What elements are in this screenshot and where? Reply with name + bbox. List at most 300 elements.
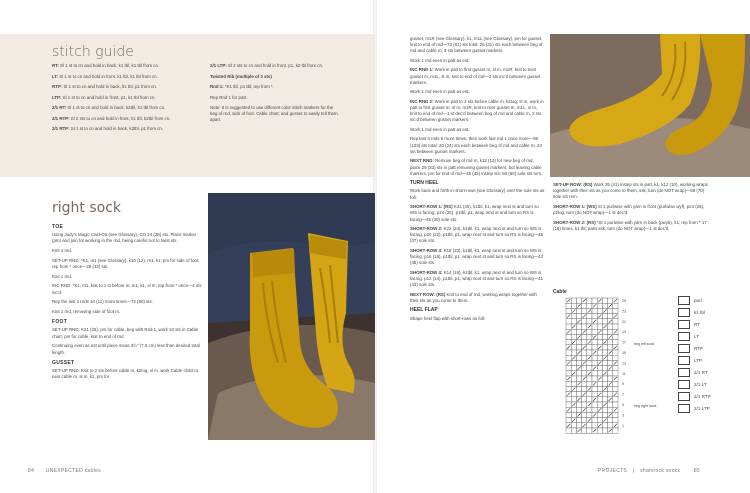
legend-symbol [678,380,690,389]
chart-cell [587,319,592,324]
instruction-paragraph [52,116,202,122]
chart-row-number: 21 [622,319,626,324]
chart-cell [587,381,592,386]
chart-cell [602,428,607,433]
chart-cell [597,381,602,386]
stitch-guide-title: stitch guide [52,44,134,60]
instruction-text: Sl 2 sts to cn and hold in front, k1 tbl, k2tbl from cn. [69,115,171,121]
chart-cell [613,308,618,313]
chart-cell [602,350,607,355]
section-heading: HEEL FLAP [410,307,438,314]
chart-cell [613,350,618,355]
cable-chart [562,296,672,441]
chart-cell [571,366,576,371]
instruction-text: Work 1 rnd even in patt as est. [410,57,470,63]
instruction-text: Sl 1 st to cn and hold in front, k1 tbl, k1 tbl from cn. [58,73,158,79]
instruction-text: Rep Rnd 1 for patt. [210,94,248,100]
chart-cell [602,397,607,402]
instruction-text: K22 (24), k1tbl, k1, wrap next st and turn so WS is facing, p20 (22), p1tbl, p1, wrap next st and turn so RS is facing—45 (47) sole sts. [410,226,544,244]
chart-cell [608,418,613,423]
chart-cell [608,329,613,334]
instruction-text: Knit to end of rnd, working wraps together with their sts as you come to them. [410,291,537,303]
chart-cell [576,340,581,345]
instruction-term: INC RND 1: [410,67,434,73]
chart-cell [587,314,592,319]
instruction-term: SHORT-ROW 2: (RS) [553,220,596,226]
instruction-paragraph [210,74,340,80]
chart-cell [602,319,607,324]
chart-cell [587,428,592,433]
chart-cell [613,412,618,417]
legend-item [678,320,738,330]
chart-cell [571,298,576,303]
chart-cell [608,376,613,381]
chart-cell [587,298,592,303]
instruction-paragraph [410,127,545,133]
chart-cell [571,329,576,334]
legend-label: LTP [694,358,703,363]
chart-cell [571,423,576,428]
chart-row-number: 9 [622,382,624,387]
instruction-paragraph [553,204,713,216]
chart-cell [587,423,592,428]
chart-cell [602,412,607,417]
chart-cell [613,303,618,308]
chart-cell [571,428,576,433]
instruction-paragraph [553,220,713,232]
chart-cell [576,324,581,329]
instruction-text: Work 35 (41) instep sts in patt, k1, k12 (10), working wraps together with their sts as you come to them, ssk, turn (do NOT wrap)—58 (70) sole sts rem. [553,182,708,200]
chart-cell [571,314,576,319]
chart-cell [566,324,571,329]
chart-cell [613,402,618,407]
legend-item [678,344,738,354]
legend-item [678,368,738,378]
chart-cell [613,366,618,371]
right-sock-title: right sock [52,200,122,216]
chart-cell [592,423,597,428]
chart-cell [602,345,607,350]
instruction-text: *Sl 1 purlwise with yarn in back (pwyb), k1; rep from * 17 (19) times, k1 tbl; pass ssk, turn (do NOT wrap)—1 st dec'd. [553,220,707,232]
sock-photo [208,193,375,440]
chart-cell [566,355,571,360]
instruction-term: NEXT ROW: (RS) [410,291,446,297]
chart-cell [592,355,597,360]
chart-cell [566,397,571,402]
section-heading: TURN HEEL [410,180,439,187]
instruction-paragraph [410,99,545,124]
legend-label: 2/1 RTP [694,394,711,399]
chart-cell [613,355,618,360]
chart-cell [566,428,571,433]
chart-cell [592,340,597,345]
legend-item [678,392,738,402]
instruction-paragraph: SET-UP RND: *K1, m1 (see Glossary), k10 (12), m1, k1; pm for side of foot; rep from * once—28 (32) sts. [52,257,200,270]
instruction-term: SET-UP ROW: (RS) [553,182,593,187]
chart-cell [587,397,592,402]
instruction-term: 2/1 RTP: [52,126,70,131]
chart-cell [613,334,618,339]
legend-label: k1 tbl [694,310,705,315]
chart-cell [592,392,597,397]
chart-cell [597,412,602,417]
chart-cell [576,371,581,376]
instruction-text: Remove beg of rnd m, k12 (13) for new beg of rnd, place 29 (33) sts in patt removing gusset markers, but leaving cable markers, pm for end of rnd—35 (43) instep sts: 60 (60) sole sts rem. [410,158,543,176]
instruction-paragraph [410,204,545,223]
instruction-paragraph [210,84,340,90]
chart-cell [608,340,613,345]
instruction-term: LTP: [52,94,62,100]
chart-cell [597,355,602,360]
chart-cell [602,381,607,386]
chart-cell [566,371,571,376]
instruction-text: Sl 1 st to cn and hold in back, k2tbl, p1 from cn. [69,126,164,131]
chart-cell [597,428,602,433]
instruction-text: Shape heel flap with short-rows as foll: [410,315,486,321]
instruction-text: Rep last 4 rnds 5 more times, then work last rnd 1 once more—95 (103) sts total: 20 (24) sts each between beg of rnd and cable m, 23 sts between gusset markers. [410,136,542,154]
chart-row-number: 23 [622,309,626,314]
instruction-paragraph [410,292,545,304]
instruction-paragraph: SET-UP RND: K21 (25), pm for cable, beg with Rnd 1, work 10 sts in Cable chart, pm for cable, knit to end of rnd. [52,327,199,339]
heel-photo [550,34,750,177]
chart-cell [582,371,587,376]
instruction-paragraph [410,89,545,95]
chart-row-number: 19 [622,330,626,335]
instruction-paragraph [52,95,202,101]
chart-cell [566,381,571,386]
section-heading: GUSSET [52,359,75,366]
instruction-term: SHORT-ROW 4: [410,269,443,275]
chart-cell [571,397,576,402]
chart-row-number: 1 [622,423,624,428]
legend-symbol [678,344,690,353]
instruction-term: INC RND 2: [410,98,434,104]
chart-cell [602,314,607,319]
chart-row-number: 17 [622,340,626,345]
chart-cell [576,308,581,313]
legend-symbol [678,356,690,365]
instruction-text: Sl 1 st to cn and hold in back, k1 tbl, k1 tbl from cn. [58,63,160,68]
instruction-term: SHORT-ROW 1: (RS) [410,204,453,210]
chart-cell [613,397,618,402]
chart-cell [608,355,613,360]
chart-cell [597,402,602,407]
instruction-term: SHORT-ROW 3: [410,247,443,253]
chart-row-number: 13 [622,361,626,366]
chart-cell [582,418,587,423]
chart-cell [576,360,581,365]
chart-cell [582,366,587,371]
instruction-term: LT: [52,73,59,79]
legend-item [678,296,738,306]
instruction-text: K14 (16), k1tbl, k1, wrap next st and turn so WS is facing, p12 (14), p1tbl, p1, wrap next st and turn so RS is facing—41 (43) sole sts. [410,269,544,288]
instruction-term: 2/1 LTP: [210,63,227,68]
instruction-text: K41 (45), k1tbl, k1, wrap next st and turn so WS is facing, p24 (26), p1tbl, p1, wrap next st and turn so RS is facing—45 (49) sole sts. [410,204,539,222]
instruction-paragraph [210,105,340,123]
instruction-paragraph [410,248,545,267]
section-heading: TOE [52,224,64,230]
instruction-paragraph [52,63,202,69]
instruction-text: Sl 1 purlwise with yarn in front (purlwise wyf), p24 (26), p2tog, turn (do NOT wrap)—1 st dec'd. [553,204,705,216]
chart-cell [592,314,597,319]
chart-cell [608,360,613,365]
chart-row-number: 15 [622,351,626,355]
chart-row-number: 3 [622,413,624,418]
instruction-text: Sl 1 st to cn and hold in front, p1, k1 tbl from cn. [61,94,156,100]
chart-cell [571,412,576,417]
legend-item [678,356,738,366]
chart-cell [571,350,576,355]
chart-cell [582,308,587,313]
legend-label: LT [694,334,700,339]
chart-cell [597,366,602,371]
instruction-paragraph [410,226,545,245]
chart-cell [571,407,576,412]
instruction-paragraph: SET-UP RND: Knit to 2 sts before cable m, k2tog, sl m, work Cable chart to next cable m, sl m, k1, pm for [52,367,199,380]
instruction-text: Work back and forth in short-rows (see Glossary) over the sole sts as foll: [410,188,545,200]
instruction-term: 2/1 RT: [52,105,67,110]
chart-cell [576,407,581,412]
instruction-text: Sl 1 st to cn and hold in back, k2tbl, k1 tbl from cn. [66,105,166,110]
legend-symbol [678,368,690,377]
folio-left [28,468,101,474]
chart-cell [592,329,597,334]
chart-cell [587,303,592,308]
chart-cell [597,319,602,324]
chart-cell [576,392,581,397]
instruction-text: *K1 tbl, p1 tbl; rep from *. [223,84,274,89]
chart-cell [582,324,587,329]
instruction-text: Work in patt to 2 sts before cable m, k2tog, sl m, work in patt to first gusset m, sl m, m1R, knit to next gusset m, m1L, sl m, knit to end of rnd—1 st dec'd between beg of rnd and cable m, 2 sts inc'd between gusset markers. [410,98,544,123]
instruction-paragraph [410,188,545,200]
chart-cell [576,298,581,303]
legend-symbol [678,320,690,329]
page-number-left: 84 [28,468,35,474]
legend-symbol [678,404,690,413]
chart-cell [566,402,571,407]
instruction-paragraph: Knit 1 rnd, removing side of foot m. [52,309,121,315]
chart-cell [576,355,581,360]
chart-cell [587,360,592,365]
instruction-paragraph: Knit 1 rnd. [52,273,73,279]
chart-cell [592,407,597,412]
chart-cell [576,418,581,423]
legend-label: 2/1 LTP [694,406,710,411]
instruction-term: Rnd 1: [210,84,224,89]
chart-cell [592,298,597,303]
legend-item [678,380,738,390]
legend-symbol [678,296,690,305]
legend-item [678,404,738,414]
right-page-instructions-2 [553,182,713,236]
legend-symbol [678,332,690,341]
chart-cell [602,407,607,412]
chart-cell [613,340,618,345]
instruction-term: NEXT RND: [410,158,434,164]
chart-cell [566,412,571,417]
chart-cell [608,407,613,412]
chart-cell [571,360,576,365]
chart-row-number: 5 [622,403,624,407]
chart-cell [592,308,597,313]
chart-cell [566,319,571,324]
chart-cell [566,340,571,345]
chart-cell [608,386,613,391]
instruction-paragraph [52,126,202,132]
chart-cell [576,386,581,391]
chart-cell [587,345,592,350]
chart-cell [613,324,618,329]
chart-cell [592,402,597,407]
instruction-text: Work 1 rnd even in patt as est. [410,89,470,95]
chart-cell [608,402,613,407]
instruction-paragraph [410,158,545,177]
chart-cell [597,308,602,313]
chart-cell [602,366,607,371]
chart-cell [587,392,592,397]
chart-cell [571,345,576,350]
instruction-text: Sl 1 st to cn and hold in back, k1 tbl, p1 from cn. [62,84,157,89]
chart-side-label: beg left sock [634,341,655,346]
chart-title: Cable [553,289,567,295]
chart-cell [608,324,613,329]
instruction-text: Sl 2 sts to cn and hold in front, p1, k2 tbl from cn. [226,63,324,68]
chart-cell [587,329,592,334]
instruction-text: K18 (20), k1tbl, k1, wrap next st and turn so WS is facing, p16 (18), p1tbl, p1, wrap next st and turn so RS is facing—43 (45) sole sts. [410,247,544,266]
instruction-paragraph [410,36,545,55]
chart-cell [576,345,581,350]
chart-cell [566,386,571,391]
legend-label: purl [694,298,702,303]
legend-label: 2/1 LT [694,382,707,387]
right-page-instructions [410,36,545,325]
instruction-paragraph: Continuing even as est until piece meas 3½" (7.5 cm) less than desired total length. [52,343,200,355]
chart-cell [613,386,618,391]
chart-cell [576,402,581,407]
chart-cell [592,376,597,381]
chart-cell [592,371,597,376]
folio-right: PROJECTS | shamrock socks 85 [598,468,701,474]
instruction-paragraph [52,105,202,111]
chart-cell [608,314,613,319]
chart-cell [576,314,581,319]
chart-cell [602,423,607,428]
chart-side-label: beg right sock [634,404,657,409]
instruction-paragraph: Rep the last 2 rnds 10 (11) more times—72 (80) sts. [52,299,153,305]
chart-cell [566,334,571,339]
chart-cell [566,308,571,313]
chart-cell [597,340,602,345]
instruction-term: SHORT-ROW 1: (WS) [553,204,597,210]
chart-cell [571,334,576,339]
chart-cell [608,298,613,303]
page-number-right: 85 [693,468,701,474]
chart-cell [582,303,587,308]
legend-label: RT [694,322,701,327]
section-heading: FOOT [52,319,68,326]
chart-cell [613,428,618,433]
instruction-paragraph [553,182,713,201]
chart-cell [602,334,607,339]
legend-symbol [678,392,690,401]
chart-cell [602,329,607,334]
chart-cell [582,428,587,433]
sock-photo-illustration [208,193,375,440]
chart-cell [582,319,587,324]
legend-item [678,332,738,342]
chart-cell [571,319,576,324]
stitch-guide-right-column [210,63,340,128]
chart-row-number: 25 [622,299,626,303]
chart-cell [582,412,587,417]
instruction-paragraph [52,74,202,80]
chart-cell [576,423,581,428]
chart-cell [608,392,613,397]
chart-cell [613,381,618,386]
chart-row-number: 11 [622,371,626,376]
instruction-term: RT: [52,63,59,68]
project-title: shamrock socks [640,468,681,474]
chart-cell [597,418,602,423]
legend-label: 2/1 RT [694,370,708,375]
heel-photo-illustration [550,34,750,177]
chart-cell [582,386,587,391]
chart-cell [587,366,592,371]
chart-row-number: 7 [622,392,624,397]
instruction-paragraph [52,84,202,90]
instruction-paragraph [410,58,545,64]
chart-cell [566,350,571,355]
chart-cell [592,324,597,329]
instruction-term: RTP: [52,84,63,89]
chart-cell [613,319,618,324]
chart-cell [592,418,597,423]
chart-cell [587,412,592,417]
chart-cell [597,324,602,329]
chart-cell [587,334,592,339]
instruction-term: Twisted Rib (multiple of 2 sts) [210,73,272,79]
chart-cell [587,407,592,412]
chart-cell [587,376,592,381]
legend-symbol [678,308,690,317]
chart-cell [608,423,613,428]
chart-cell [576,376,581,381]
chart-cell [582,402,587,407]
book-title: UNEXPECTED cables [45,468,101,474]
chart-cell [566,418,571,423]
chart-cell [602,360,607,365]
chart-cell [582,381,587,386]
chart-cell [582,397,587,402]
chart-cell [582,334,587,339]
chart-cell [571,303,576,308]
section-name: PROJECTS [598,468,628,474]
chart-cell [571,376,576,381]
instruction-paragraph [210,63,340,69]
instruction-paragraph [410,316,545,322]
chart-cell [576,329,581,334]
chart-cell [613,371,618,376]
instruction-paragraph [410,136,545,155]
chart-cell [592,345,597,350]
chart-cell [597,350,602,355]
chart-cell [592,386,597,391]
instruction-text: gusset, m1R (see Glossary), k1, m1L (see Glossary), pm for gusset, knit to end of rnd—73 (81) sts total: 26 (31) sts each between beg of rnd and cable m, 3 sts between gusset markers. [410,36,543,54]
chart-cell [566,366,571,371]
chart-cell [597,303,602,308]
chart-cell [582,340,587,345]
legend-item [678,308,738,318]
